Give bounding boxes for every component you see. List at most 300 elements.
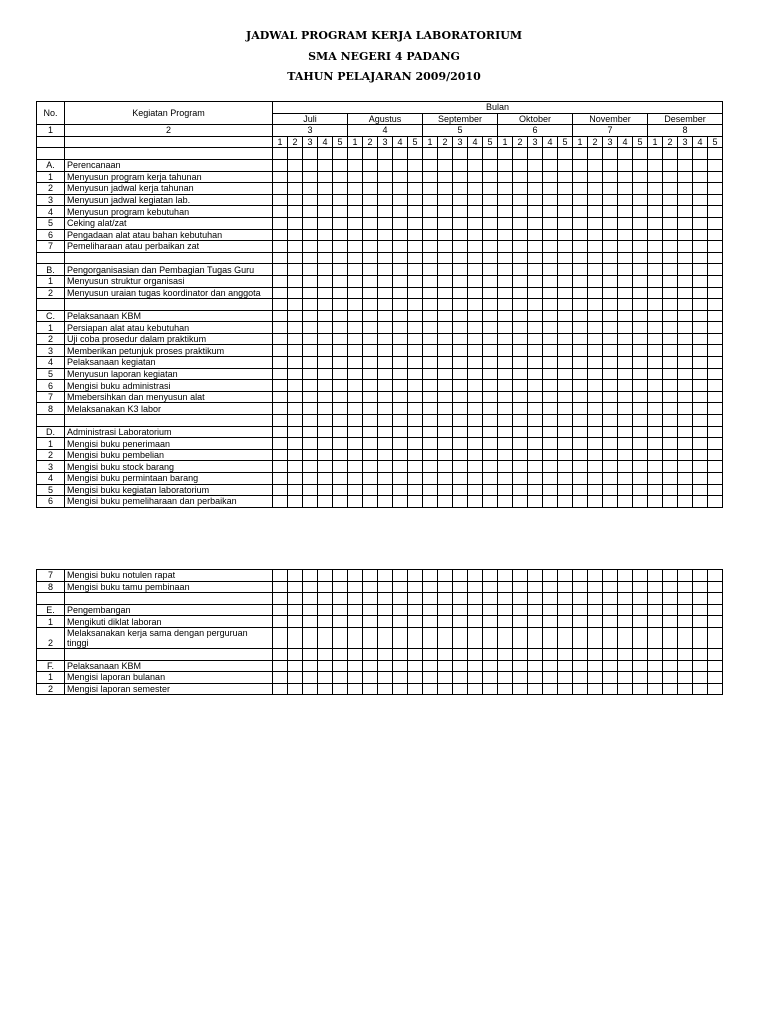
- schedule-cell: [693, 264, 708, 276]
- schedule-cell: [468, 206, 483, 218]
- schedule-cell: [708, 449, 723, 461]
- schedule-cell: [633, 449, 648, 461]
- table-row: [37, 648, 723, 660]
- schedule-cell: [633, 171, 648, 183]
- schedule-cell: [363, 496, 378, 508]
- schedule-cell: [528, 159, 543, 171]
- schedule-cell: [468, 627, 483, 648]
- schedule-cell: [693, 438, 708, 450]
- schedule-cell: [528, 581, 543, 593]
- schedule-cell: [453, 229, 468, 241]
- schedule-cell: [333, 391, 348, 403]
- schedule-cell: [528, 287, 543, 299]
- table-row: [37, 415, 723, 427]
- schedule-cell: [603, 391, 618, 403]
- schedule-cell: [663, 683, 678, 695]
- schedule-cell: [348, 299, 363, 311]
- row-number: 1: [37, 322, 65, 334]
- schedule-cell: [588, 159, 603, 171]
- schedule-cell: [318, 672, 333, 684]
- schedule-cell: [288, 380, 303, 392]
- schedule-cell: [423, 403, 438, 415]
- schedule-cell: [618, 496, 633, 508]
- schedule-cell: [678, 461, 693, 473]
- schedule-cell: [603, 333, 618, 345]
- schedule-cell: [588, 299, 603, 311]
- schedule-cell: [708, 345, 723, 357]
- schedule-cell: [663, 183, 678, 195]
- schedule-cell: [438, 217, 453, 229]
- schedule-cell: [363, 593, 378, 605]
- table-row: [37, 604, 723, 616]
- schedule-cell: [318, 229, 333, 241]
- schedule-cell: [468, 391, 483, 403]
- schedule-cell: [648, 368, 663, 380]
- schedule-cell: [633, 159, 648, 171]
- schedule-cell: [438, 415, 453, 427]
- schedule-cell: [648, 148, 663, 160]
- activity-name: Menyusun program kerja tahunan: [65, 171, 273, 183]
- schedule-cell: [318, 391, 333, 403]
- schedule-cell: [273, 229, 288, 241]
- schedule-cell: [618, 229, 633, 241]
- schedule-cell: [588, 426, 603, 438]
- schedule-cell: [348, 581, 363, 593]
- schedule-cell: [663, 616, 678, 628]
- schedule-cell: [393, 660, 408, 672]
- schedule-cell: [573, 275, 588, 287]
- schedule-cell: [318, 604, 333, 616]
- schedule-cell: [648, 604, 663, 616]
- schedule-cell: [378, 461, 393, 473]
- schedule-cell: [633, 368, 648, 380]
- schedule-cell: [588, 229, 603, 241]
- month-header: Agustus: [348, 113, 423, 125]
- schedule-cell: [438, 593, 453, 605]
- schedule-cell: [648, 616, 663, 628]
- schedule-cell: [288, 461, 303, 473]
- schedule-cell: [438, 287, 453, 299]
- schedule-cell: [378, 473, 393, 485]
- schedule-cell: [588, 616, 603, 628]
- schedule-cell: [498, 581, 513, 593]
- schedule-cell: [438, 473, 453, 485]
- schedule-cell: [588, 604, 603, 616]
- schedule-cell: [558, 672, 573, 684]
- schedule-cell: [483, 484, 498, 496]
- schedule-cell: [543, 368, 558, 380]
- schedule-cell: [708, 461, 723, 473]
- schedule-cell: [618, 252, 633, 264]
- schedule-cell: [303, 403, 318, 415]
- schedule-cell: [603, 217, 618, 229]
- schedule-cell: [453, 438, 468, 450]
- schedule-cell: [633, 616, 648, 628]
- schedule-cell: [543, 171, 558, 183]
- schedule-cell: [378, 627, 393, 648]
- schedule-cell: [498, 264, 513, 276]
- schedule-cell: [318, 660, 333, 672]
- schedule-cell: [558, 194, 573, 206]
- row-number: E.: [37, 604, 65, 616]
- schedule-cell: [588, 252, 603, 264]
- schedule-cell: [708, 264, 723, 276]
- schedule-cell: [633, 148, 648, 160]
- schedule-cell: [678, 683, 693, 695]
- month-header: Oktober: [498, 113, 573, 125]
- table-row: [37, 672, 723, 684]
- schedule-cell: [438, 322, 453, 334]
- schedule-cell: [483, 264, 498, 276]
- schedule-cell: [528, 616, 543, 628]
- schedule-cell: [558, 368, 573, 380]
- schedule-cell: [438, 648, 453, 660]
- schedule-cell: [498, 299, 513, 311]
- row-number: C.: [37, 310, 65, 322]
- schedule-cell: [483, 194, 498, 206]
- schedule-cell: [543, 570, 558, 582]
- schedule-cell: [708, 473, 723, 485]
- schedule-cell: [318, 438, 333, 450]
- schedule-cell: [318, 627, 333, 648]
- schedule-cell: [558, 648, 573, 660]
- schedule-cell: [633, 264, 648, 276]
- week-number: 1: [423, 136, 438, 148]
- schedule-cell: [663, 345, 678, 357]
- schedule-cell: [288, 484, 303, 496]
- table-row: [37, 496, 723, 508]
- schedule-cell: [423, 333, 438, 345]
- activity-name: Pelaksanaan KBM: [65, 660, 273, 672]
- schedule-cell: [333, 616, 348, 628]
- schedule-cell: [618, 461, 633, 473]
- schedule-cell: [333, 484, 348, 496]
- schedule-cell: [663, 438, 678, 450]
- schedule-cell: [333, 380, 348, 392]
- schedule-cell: [273, 287, 288, 299]
- schedule-cell: [453, 217, 468, 229]
- schedule-cell: [528, 627, 543, 648]
- schedule-cell: [543, 616, 558, 628]
- schedule-cell: [543, 426, 558, 438]
- schedule-cell: [333, 415, 348, 427]
- schedule-cell: [648, 426, 663, 438]
- schedule-cell: [573, 217, 588, 229]
- schedule-cell: [663, 287, 678, 299]
- schedule-cell: [378, 241, 393, 253]
- schedule-cell: [693, 648, 708, 660]
- schedule-cell: [663, 484, 678, 496]
- schedule-cell: [318, 252, 333, 264]
- activity-name: Mengikuti diklat laboran: [65, 616, 273, 628]
- row-number: 7: [37, 391, 65, 403]
- schedule-cell: [453, 415, 468, 427]
- schedule-cell: [438, 683, 453, 695]
- schedule-cell: [633, 275, 648, 287]
- schedule-cell: [588, 391, 603, 403]
- schedule-cell: [498, 183, 513, 195]
- schedule-cell: [408, 593, 423, 605]
- schedule-cell: [273, 415, 288, 427]
- schedule-cell: [408, 627, 423, 648]
- activity-name: [65, 148, 273, 160]
- schedule-cell: [528, 461, 543, 473]
- schedule-cell: [543, 217, 558, 229]
- schedule-cell: [678, 229, 693, 241]
- schedule-cell: [693, 345, 708, 357]
- schedule-cell: [663, 299, 678, 311]
- table-row: [37, 148, 723, 160]
- week-number: 1: [348, 136, 363, 148]
- schedule-cell: [378, 322, 393, 334]
- row-number: D.: [37, 426, 65, 438]
- schedule-cell: [618, 570, 633, 582]
- schedule-cell: [543, 194, 558, 206]
- schedule-cell: [468, 426, 483, 438]
- schedule-cell: [453, 345, 468, 357]
- schedule-cell: [318, 171, 333, 183]
- schedule-cell: [378, 252, 393, 264]
- activity-name: Melaksanakan kerja sama dengan perguruan tinggi: [65, 627, 273, 648]
- schedule-cell: [588, 357, 603, 369]
- schedule-cell: [348, 403, 363, 415]
- schedule-cell: [393, 333, 408, 345]
- header-row: [37, 102, 723, 114]
- schedule-cell: [288, 570, 303, 582]
- schedule-cell: [528, 252, 543, 264]
- schedule-cell: [678, 368, 693, 380]
- schedule-cell: [618, 683, 633, 695]
- schedule-cell: [528, 484, 543, 496]
- schedule-cell: [663, 333, 678, 345]
- table-row: [37, 570, 723, 582]
- schedule-cell: [603, 183, 618, 195]
- schedule-cell: [603, 148, 618, 160]
- schedule-cell: [543, 403, 558, 415]
- schedule-cell: [408, 252, 423, 264]
- schedule-cell: [678, 604, 693, 616]
- schedule-cell: [663, 496, 678, 508]
- schedule-cell: [693, 368, 708, 380]
- schedule-cell: [438, 484, 453, 496]
- schedule-cell: [438, 604, 453, 616]
- row-number: 6: [37, 496, 65, 508]
- schedule-cell: [378, 391, 393, 403]
- schedule-cell: [513, 473, 528, 485]
- row-number: 2: [37, 449, 65, 461]
- schedule-cell: [378, 593, 393, 605]
- col-number: 3: [273, 125, 348, 137]
- schedule-cell: [273, 660, 288, 672]
- schedule-cell: [513, 159, 528, 171]
- schedule-cell: [483, 438, 498, 450]
- schedule-cell: [438, 380, 453, 392]
- schedule-cell: [273, 496, 288, 508]
- schedule-cell: [678, 616, 693, 628]
- schedule-cell: [633, 322, 648, 334]
- schedule-cell: [648, 229, 663, 241]
- schedule-cell: [303, 660, 318, 672]
- schedule-cell: [468, 287, 483, 299]
- schedule-cell: [423, 438, 438, 450]
- schedule-cell: [438, 264, 453, 276]
- schedule-cell: [633, 672, 648, 684]
- schedule-cell: [363, 322, 378, 334]
- schedule-cell: [303, 449, 318, 461]
- schedule-cell: [348, 627, 363, 648]
- schedule-cell: [693, 217, 708, 229]
- schedule-cell: [348, 449, 363, 461]
- schedule-cell: [393, 461, 408, 473]
- activity-name: Mengisi laporan semester: [65, 683, 273, 695]
- schedule-cell: [273, 368, 288, 380]
- schedule-cell: [513, 333, 528, 345]
- schedule-cell: [363, 183, 378, 195]
- schedule-cell: [378, 426, 393, 438]
- schedule-cell: [663, 206, 678, 218]
- schedule-cell: [303, 229, 318, 241]
- week-number: 2: [438, 136, 453, 148]
- schedule-cell: [318, 593, 333, 605]
- schedule-cell: [438, 570, 453, 582]
- week-number: 2: [513, 136, 528, 148]
- week-number: 1: [573, 136, 588, 148]
- schedule-cell: [348, 241, 363, 253]
- row-number: 1: [37, 438, 65, 450]
- schedule-cell: [648, 241, 663, 253]
- schedule-cell: [708, 627, 723, 648]
- schedule-cell: [618, 415, 633, 427]
- row-number: 4: [37, 357, 65, 369]
- schedule-cell: [693, 570, 708, 582]
- schedule-cell: [558, 496, 573, 508]
- schedule-cell: [648, 206, 663, 218]
- schedule-cell: [273, 241, 288, 253]
- schedule-cell: [393, 616, 408, 628]
- schedule-cell: [348, 252, 363, 264]
- schedule-cell: [438, 275, 453, 287]
- schedule-cell: [303, 171, 318, 183]
- schedule-cell: [468, 357, 483, 369]
- schedule-cell: [573, 264, 588, 276]
- schedule-cell: [693, 627, 708, 648]
- schedule-cell: [303, 616, 318, 628]
- schedule-cell: [303, 461, 318, 473]
- schedule-cell: [378, 438, 393, 450]
- schedule-cell: [633, 426, 648, 438]
- schedule-cell: [408, 426, 423, 438]
- schedule-cell: [363, 473, 378, 485]
- schedule-cell: [678, 581, 693, 593]
- schedule-cell: [618, 627, 633, 648]
- schedule-cell: [498, 496, 513, 508]
- schedule-cell: [393, 581, 408, 593]
- schedule-cell: [303, 241, 318, 253]
- schedule-cell: [288, 287, 303, 299]
- schedule-cell: [423, 345, 438, 357]
- schedule-cell: [693, 333, 708, 345]
- schedule-cell: [468, 484, 483, 496]
- schedule-cell: [378, 403, 393, 415]
- schedule-cell: [708, 333, 723, 345]
- schedule-cell: [333, 241, 348, 253]
- schedule-cell: [408, 206, 423, 218]
- schedule-cell: [348, 660, 363, 672]
- schedule-cell: [453, 380, 468, 392]
- schedule-cell: [663, 241, 678, 253]
- schedule-cell: [483, 683, 498, 695]
- row-number: 2: [37, 183, 65, 195]
- schedule-cell: [288, 648, 303, 660]
- row-number: A.: [37, 159, 65, 171]
- schedule-cell: [633, 357, 648, 369]
- schedule-cell: [588, 322, 603, 334]
- schedule-cell: [318, 206, 333, 218]
- schedule-cell: [318, 310, 333, 322]
- row-number: 2: [37, 683, 65, 695]
- schedule-cell: [558, 171, 573, 183]
- schedule-cell: [693, 380, 708, 392]
- schedule-cell: [603, 604, 618, 616]
- schedule-cell: [498, 206, 513, 218]
- schedule-cell: [573, 391, 588, 403]
- schedule-cell: [528, 368, 543, 380]
- schedule-cell: [573, 426, 588, 438]
- schedule-cell: [453, 593, 468, 605]
- schedule-cell: [483, 627, 498, 648]
- schedule-cell: [273, 333, 288, 345]
- schedule-cell: [423, 570, 438, 582]
- schedule-cell: [483, 148, 498, 160]
- activity-name: Pengorganisasian dan Pembagian Tugas Guru: [65, 264, 273, 276]
- table-row: [37, 159, 723, 171]
- schedule-cell: [498, 217, 513, 229]
- schedule-cell: [333, 660, 348, 672]
- schedule-cell: [618, 484, 633, 496]
- schedule-cell: [378, 310, 393, 322]
- schedule-cell: [693, 148, 708, 160]
- schedule-cell: [483, 403, 498, 415]
- schedule-cell: [393, 380, 408, 392]
- schedule-cell: [513, 368, 528, 380]
- schedule-cell: [588, 275, 603, 287]
- schedule-cell: [513, 275, 528, 287]
- schedule-cell: [393, 415, 408, 427]
- schedule-cell: [348, 287, 363, 299]
- schedule-cell: [693, 241, 708, 253]
- schedule-cell: [483, 581, 498, 593]
- schedule-cell: [528, 391, 543, 403]
- schedule-cell: [288, 581, 303, 593]
- schedule-cell: [558, 449, 573, 461]
- row-number: 6: [37, 380, 65, 392]
- schedule-cell: [408, 403, 423, 415]
- schedule-cell: [543, 380, 558, 392]
- schedule-cell: [393, 473, 408, 485]
- table-row: [37, 449, 723, 461]
- schedule-cell: [603, 357, 618, 369]
- schedule-cell: [708, 148, 723, 160]
- schedule-cell: [408, 648, 423, 660]
- schedule-cell: [663, 171, 678, 183]
- schedule-cell: [393, 357, 408, 369]
- schedule-cell: [693, 229, 708, 241]
- schedule-cell: [708, 252, 723, 264]
- schedule-cell: [648, 357, 663, 369]
- schedule-cell: [423, 648, 438, 660]
- schedule-cell: [348, 322, 363, 334]
- schedule-cell: [708, 415, 723, 427]
